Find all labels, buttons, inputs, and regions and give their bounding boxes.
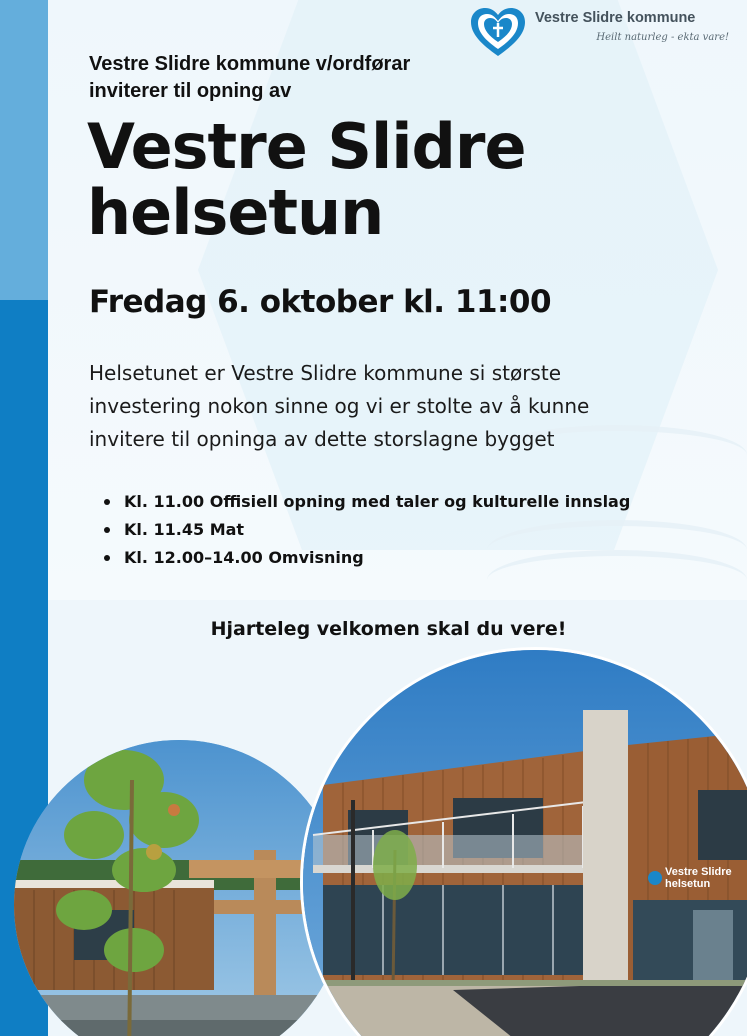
welcome-text: Hjarteleg velkomen skal du vere! bbox=[210, 618, 567, 640]
logo-name: Vestre Slidre kommune bbox=[535, 10, 696, 26]
agenda-list bbox=[104, 488, 630, 572]
intro-line: Vestre Slidre kommune v/ordførar bbox=[89, 53, 411, 75]
building-photo bbox=[300, 647, 747, 1036]
building-sign-line: Vestre Slidre bbox=[665, 866, 732, 878]
description-line: Helsetunet er Vestre Slidre kommune si største bbox=[89, 361, 562, 385]
intro-line: inviterer til opning av bbox=[89, 80, 292, 102]
title-line: Vestre Slidre bbox=[87, 110, 526, 183]
event-date: Fredag 6. oktober kl. 11:00 bbox=[89, 284, 552, 320]
municipality-logo bbox=[469, 4, 729, 62]
agenda-item: Kl. 11.00 Offisiell opning med taler og kulturelle innslag bbox=[104, 488, 630, 516]
building-sign-line: helsetun bbox=[665, 878, 711, 890]
event-description bbox=[89, 357, 729, 456]
garden-illustration bbox=[14, 740, 344, 1036]
heart-crest-icon bbox=[469, 6, 527, 58]
logo-tagline: Heilt naturleg - ekta vare! bbox=[596, 32, 729, 43]
event-title bbox=[87, 110, 526, 249]
garden-photo bbox=[14, 740, 344, 1036]
intro-text bbox=[89, 51, 410, 105]
accent-bar-light bbox=[0, 0, 48, 300]
agenda-item: Kl. 12.00–14.00 Omvisning bbox=[104, 544, 630, 572]
agenda-item: Kl. 11.45 Mat bbox=[104, 516, 630, 544]
description-line: invitere til opninga av dette storslagne bygget bbox=[89, 427, 555, 451]
description-line: investering nokon sinne og vi er stolte av å kunne bbox=[89, 394, 590, 418]
title-line: helsetun bbox=[87, 176, 384, 249]
building-illustration bbox=[303, 650, 747, 1036]
